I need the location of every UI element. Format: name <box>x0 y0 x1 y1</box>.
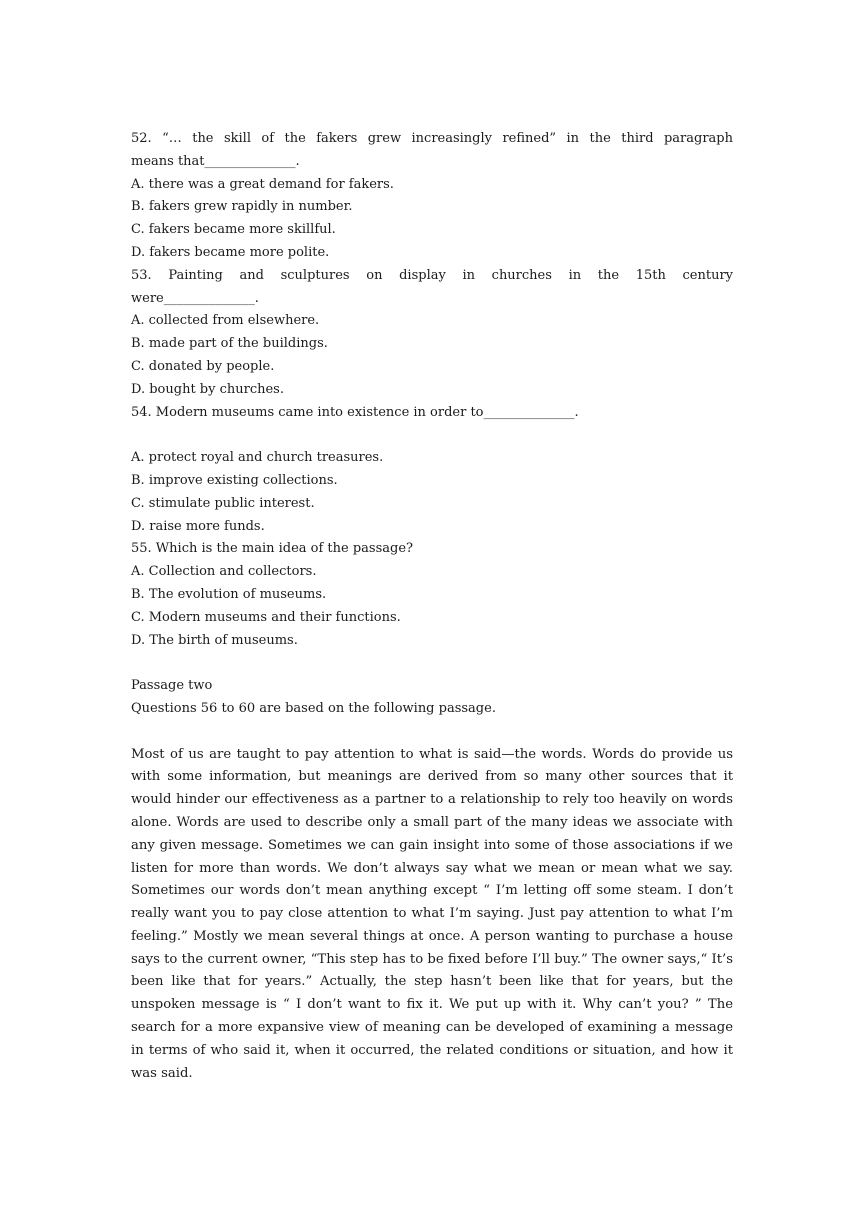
option-d: D. fakers became more polite. <box>131 244 330 260</box>
question-stem: 54. Modern museums came into existence in order to______________. <box>131 404 579 420</box>
option-d: D. The birth of museums. <box>131 632 298 648</box>
option-c: C. Modern museums and their functions. <box>131 609 401 625</box>
question-stem: 55. Which is the main idea of the passage? <box>131 541 414 557</box>
option-b: B. fakers grew rapidly in number. <box>131 199 353 215</box>
passage-body: Most of us are taught to pay attention to what is said—the words. Words do provide us with some information, but meanings are derived from so many other sources that it would hinder our effectiveness as a partner to a relationship to rely too heavily on words alone. Words are used to describe only a small part of the many ideas we associate with any given message. Sometimes we can gain insight into some of those associations if we listen for more than words. We don’t always say what we mean or mean what we say. Sometimes our words don’t mean anything except “ I’m letting off some steam. I don’t really want you to pay close attention to what I’m saying. Just pay attention to what I’m feeling.” Mostly we mean several things at once. A person wanting to purchase a house says to the current owner, “This step has to be fixed before I’ll buy.” The owner says,“ It’s been like that for years.” Actually, the step hasn’t been like that for years, but the unspoken message is “ I don’t want to fix it. We put up with it. Why can’t you? ” The search for a more expansive view of meaning can be developed of examining a message in terms of who said it, when it occurred, the related conditions or situation, and how it was said. <box>131 746 733 1081</box>
option-d: D. raise more funds. <box>131 518 265 534</box>
option-c: C. stimulate public interest. <box>131 495 315 511</box>
spacer <box>131 721 733 744</box>
option-a: A. Collection and collectors. <box>131 564 317 580</box>
option-a: A. protect royal and church treasures. <box>131 450 384 466</box>
question-55 <box>131 538 733 652</box>
question-53 <box>131 265 733 402</box>
question-stem-continued: were______________. <box>131 290 259 306</box>
passage-instruction: Questions 56 to 60 are based on the following passage. <box>131 700 496 716</box>
question-stem: 52. “… the skill of the fakers grew increasingly refined” in the third paragraph <box>131 131 733 146</box>
option-d: D. bought by churches. <box>131 381 284 397</box>
option-b: B. The evolution of museums. <box>131 586 327 602</box>
passage-two <box>131 675 733 1085</box>
option-c: C. fakers became more skillful. <box>131 222 336 238</box>
question-54 <box>131 402 733 539</box>
option-b: B. made part of the buildings. <box>131 336 328 352</box>
passage-title: Passage two <box>131 678 213 694</box>
option-a: A. collected from elsewhere. <box>131 313 320 329</box>
question-stem: 53. Painting and sculptures on display in churches in the 15th century <box>131 267 733 283</box>
question-stem-continued: means that______________. <box>131 153 300 169</box>
question-52 <box>131 128 733 265</box>
option-b: B. improve existing collections. <box>131 472 338 488</box>
option-a: A. there was a great demand for fakers. <box>131 176 394 192</box>
document-page <box>131 128 733 1085</box>
spacer <box>131 424 733 447</box>
spacer <box>131 652 733 675</box>
option-c: C. donated by people. <box>131 358 275 374</box>
